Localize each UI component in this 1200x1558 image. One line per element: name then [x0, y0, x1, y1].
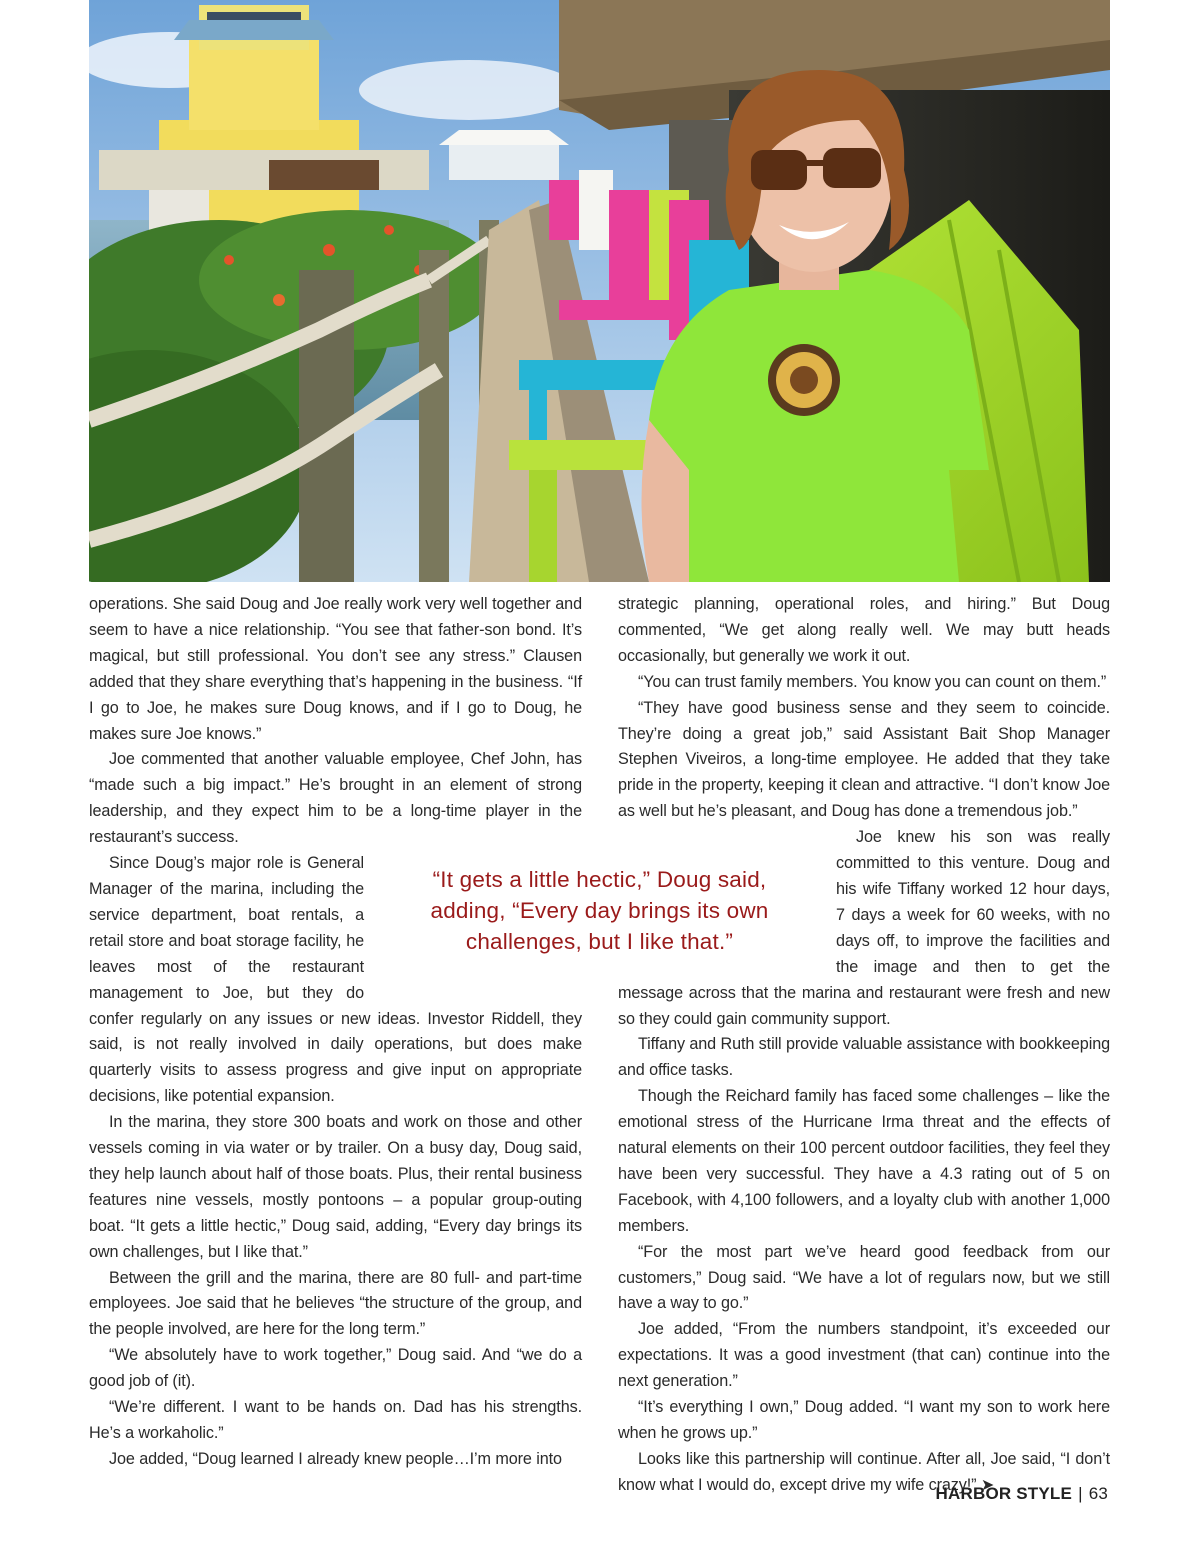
paragraph: operations. She said Doug and Joe really work very well together and seem to have a nice relationship. “You see that father-son bond. It’s magical, but still professional. You don’t see any stress.” Clausen added that they share everything that’s happening in the business. “If I go to Joe, he makes sure Doug knows, and if I go to Doug, he makes sure Joe knows.” [89, 595, 582, 743]
article-column-left [89, 592, 582, 1473]
article-column-right [618, 592, 1110, 1499]
paragraph: Joe added, “From the numbers standpoint, it’s exceeded our expectations. It was a good investment (that can) continue into the next generation.” [618, 1320, 1110, 1391]
paragraph: Since Doug’s major role is General Manager of the marina, including the service department, boat rentals, a retail store and boat storage facility, he leaves most of the restaurant management to Joe, but they do confer regularly on any issues or new ideas. Investor Riddell, they said, is not really involved in daily operations, but does make quarterly visits to assess progress and give input on appropriate decisions, like potential expansion. [89, 854, 582, 1106]
footer-separator: | [1078, 1484, 1083, 1503]
pull-quote: “It gets a little hectic,” Doug said, adding, “Every day brings its own challenges, but I like that.” [430, 867, 769, 954]
page-number: 63 [1088, 1484, 1108, 1503]
paragraph: In the marina, they store 300 boats and work on those and other vessels coming in via water or by trailer. On a busy day, Doug said, they help launch about half of those boats. Plus, their rental business features nine vessels, mostly pontoons – a popular group-outing boat. “It gets a little hectic,” Doug said, adding, “Every day brings its own challenges, but I like that.” [89, 1113, 582, 1261]
paragraph: Between the grill and the marina, there are 80 full- and part-time employees. Joe said that he believes “the structure of the group, and the people involved, are here for the long term.” [89, 1268, 582, 1339]
magazine-name: HARBOR STYLE [935, 1484, 1073, 1503]
paragraph: Joe added, “Doug learned I already knew people…I’m more into [109, 1449, 562, 1468]
paragraph: “For the most part we’ve heard good feedback from our customers,” Doug said. “We have a lot of regulars now, but we still have a way to go.” [618, 1242, 1110, 1313]
paragraph: strategic planning, operational roles, and hiring.” But Doug commented, “We get along really well. We may butt heads occasionally, but generally we work it out. [618, 595, 1110, 665]
paragraph: Tiffany and Ruth still provide valuable assistance with bookkeeping and office tasks. [618, 1035, 1111, 1080]
paragraph: “You can trust family members. You know you can count on them.” [638, 672, 1107, 691]
paragraph: “They have good business sense and they seem to coincide. They’re doing a great job,” said Assistant Bait Shop Manager Stephen Viveiros, a long-time employee. He added that they take pride in the property, keeping it clean and attractive. “I don’t know Joe as well but he’s pleasant, and Doug has done a tremendous job.” [618, 698, 1110, 821]
paragraph: “It’s everything I own,” Doug added. “I want my son to work here when he grows up.” [618, 1398, 1110, 1442]
photo-illustration [89, 0, 1110, 582]
paragraph: Joe commented that another valuable employee, Chef John, has “made such a big impact.” He’s brought in an element of strong leadership, and they expect him to be a long-time player in the restaurant’s success. [89, 750, 582, 847]
paragraph: “We’re different. I want to be hands on. Dad has his strengths. He’s a workaholic.” [89, 1398, 582, 1442]
hero-photo [89, 0, 1110, 582]
paragraph: “We absolutely have to work together,” Doug said. And “we do a good job of (it). [89, 1346, 582, 1391]
page-footer [936, 1484, 1108, 1504]
paragraph: Joe knew his son was really committed to this venture. Doug and his wife Tiffany worked 12 hour days, 7 days a week for 60 weeks, with no days off, to improve the facilities and the image and then to get the message across that the marina and restaurant were fresh and new so they could gain community support. [618, 828, 1110, 1028]
paragraph: Looks like this partnership will continue. After all, Joe said, “I don’t know what I would do, except drive my wife crazy!” ➤ [618, 1449, 1110, 1494]
paragraph: Though the Reichard family has faced some challenges – like the emotional stress of the Hurricane Irma threat and the effects of natural elements on their 100 percent outdoor facilities, they feel they have been very successful. They have a 4.3 rating out of 5 on Facebook, with 4,100 followers, and a loyalty club with another 1,000 members. [618, 1087, 1110, 1235]
